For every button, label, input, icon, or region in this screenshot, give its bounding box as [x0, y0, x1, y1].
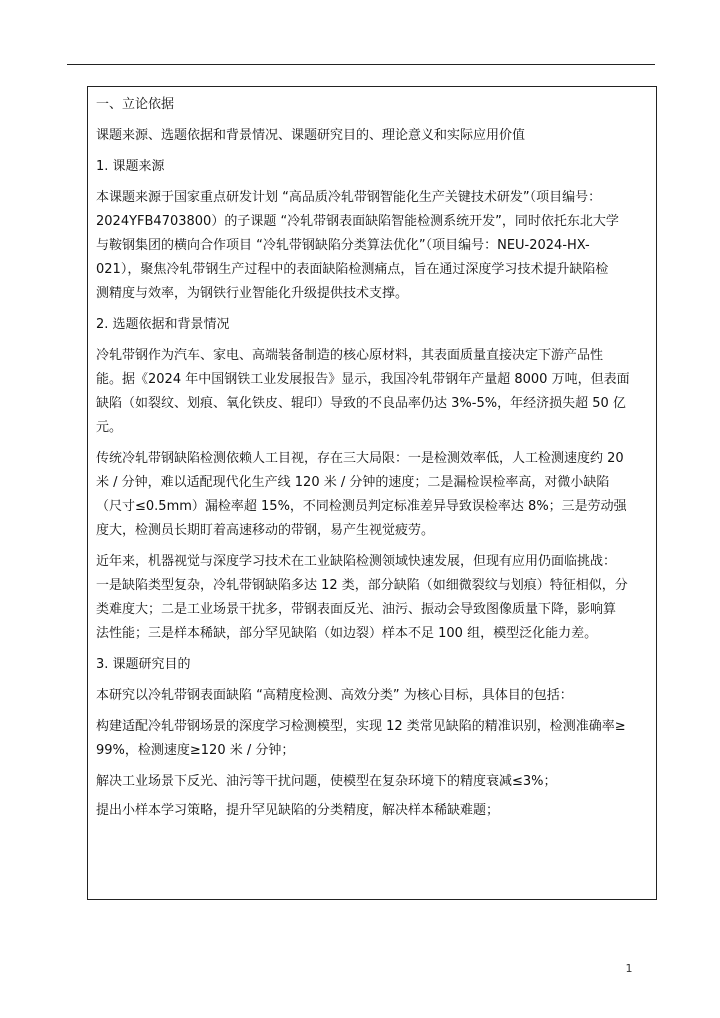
paragraph-line: 2024YFB4703800）的子课题 “冷轧带钢表面缺陷智能检测系统开发”，同时依托东北大学: [96, 214, 619, 229]
paragraph-line: （尺寸≤0.5mm）漏检率超 15%，不同检测员判定标准差异导致误检率达 8%；三是劳动强: [96, 499, 627, 514]
section-heading: [96, 93, 686, 117]
paragraph-line: 一是缺陷类型复杂，冷轧带钢缺陷多达 12 类，部分缺陷（如细微裂纹与划痕）特征相似，分: [96, 578, 628, 593]
paragraph-line: 提出小样本学习策略，提升罕见缺陷的分类精度，解决样本稀缺难题；: [96, 803, 500, 818]
paragraph-goal-one: [96, 715, 686, 763]
subsection-heading-line: 1. 课题来源: [96, 159, 165, 174]
section-heading-line: 一、立论依据: [96, 97, 175, 112]
paragraph-line: 米 / 分钟，难以适配现代化生产线 120 米 / 分钟的速度；二是漏检误检率高，对微小缺陷: [96, 475, 610, 490]
subsection-heading: [96, 653, 686, 677]
subsection-heading: [96, 155, 686, 179]
paragraph-line: 解决工业场景下反光、油污等干扰问题，使模型在复杂环境下的精度衰减≤3%；: [96, 774, 557, 789]
paragraph-goal-three: [96, 799, 686, 823]
paragraph-gap: [96, 646, 686, 653]
paragraph-line: 99%，检测速度≥120 米 / 分钟；: [96, 743, 295, 758]
paragraph-gap: [96, 179, 686, 186]
subsection-heading-line: 3. 课题研究目的: [96, 657, 191, 672]
subsection-heading: [96, 313, 686, 337]
paragraph-gap: [96, 763, 686, 770]
paragraph-line: 与鞍钢集团的横向合作项目 “冷轧带钢缺陷分类算法优化”（项目编号：NEU-2024-HX-: [96, 238, 590, 253]
paragraph-gap: [96, 543, 686, 550]
subheading-line: 课题来源、选题依据和背景情况、课题研究目的、理论意义和实际应用价值: [96, 128, 526, 143]
paragraph-gap: [96, 306, 686, 313]
subsection-heading-line: 2. 选题依据和背景情况: [96, 317, 230, 332]
paragraph-line: 本研究以冷轧带钢表面缺陷 “高精度检测、高效分类” 为核心目标，具体目的包括：: [96, 688, 573, 703]
paragraph-line: 缺陷（如裂纹、划痕、氧化铁皮、辊印）导致的不良品率仍达 3%-5%，年经济损失超 50 亿: [96, 396, 626, 411]
paragraph-line: 元。: [96, 420, 123, 435]
paragraph-goal-intro: [96, 684, 686, 708]
paragraph-gap: [96, 337, 686, 344]
paragraph-gap: [96, 117, 686, 124]
paragraph-traditional-inspection: [96, 447, 686, 543]
paragraph-gap: [96, 440, 686, 447]
paragraph-goal-two: [96, 770, 686, 794]
paragraph-gap: [96, 708, 686, 715]
paragraph-line: 类难度大；二是工业场景干扰多，带钢表面反光、油污、振动会导致图像质量下降，影响算: [96, 602, 617, 617]
paragraph-line: 法性能；三是样本稀缺，部分罕见缺陷（如边裂）样本不足 100 组，模型泛化能力差。: [96, 626, 598, 641]
paragraph-line: 度大，检测员长期盯着高速移动的带钢，易产生视觉疲劳。: [96, 523, 435, 538]
paragraph-line: 近年来，机器视觉与深度学习技术在工业缺陷检测领域快速发展，但现有应用仍面临挑战：: [96, 554, 617, 569]
header-rule: [67, 64, 655, 65]
paragraph-line: 021），聚焦冷轧带钢生产过程中的表面缺陷检测痛点，旨在通过深度学习技术提升缺陷检: [96, 262, 609, 277]
paragraph-challenges: [96, 550, 686, 646]
paragraph-gap: [96, 148, 686, 155]
paragraph-background: [96, 344, 686, 440]
paragraph-line: 能。据《2024 年中国钢铁工业发展报告》显示，我国冷轧带钢年产量超 8000 万吨，但表面: [96, 372, 630, 387]
paragraph-topic-source: [96, 186, 686, 306]
paragraph-line: 本课题来源于国家重点研发计划 “高品质冷轧带钢智能化生产关键技术研发”（项目编号：: [96, 190, 602, 205]
paragraph-line: 冷轧带钢作为汽车、家电、高端装备制造的核心原材料，其表面质量直接决定下游产品性: [96, 348, 604, 363]
paragraph-line: 传统冷轧带钢缺陷检测依赖人工目视，存在三大局限：一是检测效率低，人工检测速度约 20: [96, 451, 624, 466]
paragraph-line: 测精度与效率，为钢铁行业智能化升级提供技术支撑。: [96, 286, 409, 301]
document-body: [96, 93, 686, 823]
paragraph-line: 构建适配冷轧带钢场景的深度学习检测模型，实现 12 类常见缺陷的精准识别，检测准确率≥: [96, 719, 626, 734]
subheading-text: [96, 124, 686, 148]
paragraph-gap: [96, 677, 686, 684]
page-number: 1: [625, 962, 633, 975]
